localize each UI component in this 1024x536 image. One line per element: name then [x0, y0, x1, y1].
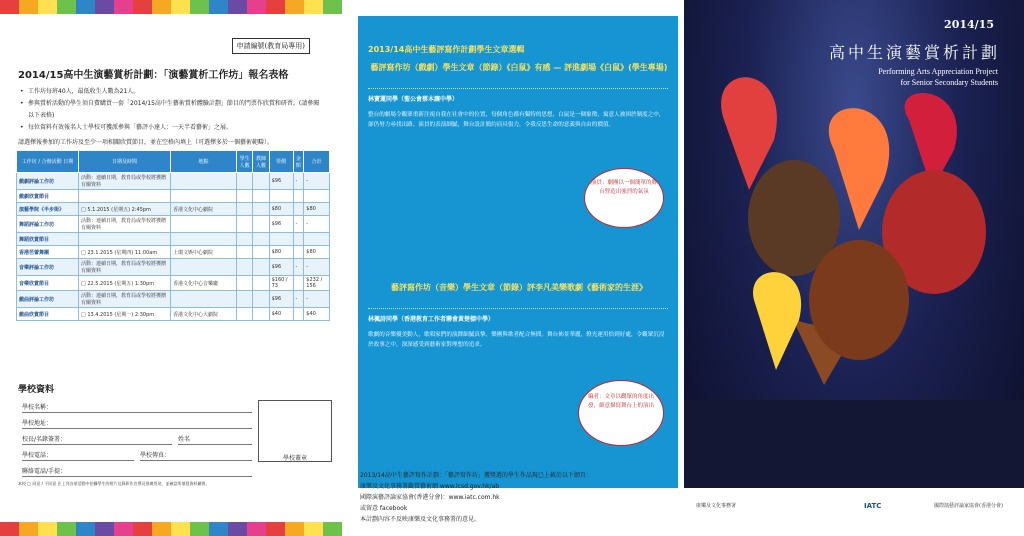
iatc-hk-logo: 國際演藝評論家協會(香港分會)	[934, 503, 1003, 509]
cell-blank[interactable]	[253, 190, 269, 203]
cell-blank[interactable]	[253, 216, 269, 233]
cell-blank[interactable]	[237, 173, 253, 190]
cell-price: $96	[269, 291, 293, 308]
cell-blank[interactable]	[237, 246, 253, 259]
divider	[368, 88, 668, 89]
table-row	[17, 173, 330, 190]
cell-date: □ 5.1.2015 (星期五) 2:45pm	[79, 203, 171, 216]
cell-blank[interactable]	[253, 259, 269, 276]
cell-blank[interactable]	[253, 246, 269, 259]
cell-date: □ 13.4.2015 (星期一) 2:30pm	[79, 308, 171, 321]
table-header: 合計	[304, 151, 330, 173]
color-stripe-top	[0, 0, 342, 14]
drama-article-body: 整台的劇場令觀眾重新注視自我在社會中的位置，每個角色都有獨特的思想，白鼠是一個象徵，寓意人被困於制度之中，卻仍努力尋找出路。演員的表演細膩，舞台設計簡約而具張力，令我反思生命的意義與自由的價值。	[368, 112, 665, 128]
school-phone-field[interactable]: 學校電話：	[22, 450, 134, 461]
table-row	[17, 233, 330, 246]
bullet-item: • 參與賞析活動的學生須自費購買一套「2014/15高中生藝術賞析體驗計劃」節目的門票作欣賞和研習。(請參閱以下表格)	[20, 98, 325, 122]
cell-price: $96	[269, 173, 293, 190]
cover-title-en-line: Performing Arts Appreciation Project	[878, 67, 998, 76]
table-header-row	[17, 151, 330, 173]
cover-title-en	[878, 66, 998, 88]
cell-blank[interactable]	[237, 291, 253, 308]
table-row	[17, 308, 330, 321]
footer-link-lcsd[interactable]: 康樂及文化事務署觀賞藝術網 www.lcsd.gov.hk/ab	[360, 483, 500, 490]
table-header: 日期及時間	[79, 151, 171, 173]
cell-qty: -	[293, 216, 304, 233]
bullet-item: • 每位資料有效報名人士學校可獲派參與「藝評小達人：一天半看藝術」之展。	[20, 122, 325, 134]
cell-qty	[293, 246, 304, 259]
school-info-heading: 學校資料	[18, 385, 55, 395]
cell-qty: -	[293, 291, 304, 308]
heart-shape	[753, 272, 801, 370]
cell-price: $96	[269, 259, 293, 276]
contact-phone-field[interactable]: 聯絡電話/手提：	[22, 466, 252, 477]
cell-label: 戲劇評論工作坊	[17, 173, 79, 190]
school-name-field[interactable]: 學校名稱：	[22, 402, 252, 413]
cell-date: 活動：連續日期，教育局或學校將獲贈有關資料	[79, 291, 171, 308]
footer-facebook[interactable]: 或留意 facebook	[360, 505, 408, 512]
color-stripe-bottom	[0, 522, 342, 536]
cell-date	[79, 190, 171, 203]
table-header: 票價	[269, 151, 293, 173]
cell-label: 舞蹈評論工作坊	[17, 216, 79, 233]
cell-price: $96	[269, 216, 293, 233]
cell-venue	[171, 233, 237, 246]
music-article-author: 林楓詩同學（香港教育工作者聯會黃楚標中學）	[368, 316, 495, 323]
cell-blank[interactable]	[253, 233, 269, 246]
cell-blank[interactable]	[253, 173, 269, 190]
cell-venue: 上環文娛中心劇院	[171, 246, 237, 259]
table-row	[17, 276, 330, 291]
table-row	[17, 190, 330, 203]
cell-total: $40	[304, 308, 330, 321]
cover-title-zh: 高中生演藝賞析計劃	[828, 43, 1000, 62]
cell-venue	[171, 190, 237, 203]
cell-venue	[171, 259, 237, 276]
cell-blank[interactable]	[253, 291, 269, 308]
footer-line: 2013/14高中生藝評寫作計劃：「藝評寫作坊」獲獎選的學生作品現已上載於以下網頁：	[360, 472, 592, 479]
cell-venue: 香港文化中心大劇院	[171, 308, 237, 321]
cell-blank[interactable]	[237, 190, 253, 203]
cell-price	[269, 233, 293, 246]
cell-blank[interactable]	[237, 308, 253, 321]
cell-price: $80	[269, 246, 293, 259]
table-header: 工作坊 / 合辦活動 日期	[17, 151, 79, 173]
cell-total	[304, 233, 330, 246]
cell-venue: 香港文化中心劇院	[171, 203, 237, 216]
cell-blank[interactable]	[237, 216, 253, 233]
cell-label: 音樂欣賞節目	[17, 276, 79, 291]
cell-total: -	[304, 173, 330, 190]
footer-link-iatc[interactable]: 國際演藝評論家協會(香港分會)：www.iatc.com.hk	[360, 494, 500, 501]
cell-venue: 香港文化中心音樂廳	[171, 276, 237, 291]
cell-price: $80	[269, 203, 293, 216]
table-header: 金額	[293, 151, 304, 173]
opera-photo	[809, 240, 909, 360]
articles-title: 2013/14高中生藝評寫作計劃學生文章選輯	[368, 45, 525, 54]
articles-footer	[360, 470, 680, 525]
name-field[interactable]: 姓名	[178, 434, 252, 445]
table-row	[17, 259, 330, 276]
cell-label: 演藝學院《半步街》	[17, 203, 79, 216]
cell-price: $40	[269, 308, 293, 321]
editor-comment-bubble: 演員：劇團以一個簡單的舞台營造出強烈的氣氛	[584, 168, 664, 228]
cell-total: -	[304, 216, 330, 233]
cell-qty	[293, 203, 304, 216]
cell-date: 活動：連續日期，教育局或學校將獲贈有關資料	[79, 259, 171, 276]
form-title: 2014/15高中生演藝賞析計劃：「演藝賞析工作坊」報名表格	[18, 70, 289, 81]
cell-total: $232 / 156	[304, 276, 330, 291]
cell-venue	[171, 291, 237, 308]
form-instruction: 請選擇報參加的工作坊及至少一項相關欣賞節目，並在空格內填上（可選擇多於一個藝術範疇）。	[18, 139, 274, 146]
cell-total: $80	[304, 203, 330, 216]
cell-blank[interactable]	[237, 203, 253, 216]
form-footnote: 本校 □ 同意 / 不同意 在上列各項活動中拍攝學生的照片及錄影作宣傳及推廣用途，並確認所填寫資料屬實。	[18, 481, 210, 486]
cell-total	[304, 190, 330, 203]
cell-price: $160 / 73	[269, 276, 293, 291]
principal-signature-field[interactable]: 校長/名錄簽署：	[22, 434, 172, 445]
music-article-body: 歌劇的音樂優美動人，歌唱家們的演繹細膩真摯，樂團與歌者配合無間。舞台佈景華麗，燈光運用恰到好處，令觀眾沉浸於故事之中，深深感受到藝術家對理想的追求。	[368, 332, 665, 348]
cell-blank[interactable]	[237, 276, 253, 291]
cell-date: □ 23.1.2015 (星期四) 11:00am	[79, 246, 171, 259]
cover-title-en-line: for Senior Secondary Students	[900, 78, 998, 87]
cell-qty: -	[293, 259, 304, 276]
cell-blank[interactable]	[253, 203, 269, 216]
cell-date	[79, 233, 171, 246]
lcsd-logo: 康樂及文化事務署	[696, 503, 737, 509]
table-row	[17, 246, 330, 259]
cell-label: 戲曲欣賞節目	[17, 308, 79, 321]
school-seal-box: 學校蓋章	[258, 400, 332, 462]
footer-disclaimer: 本計劃內容不反映康樂及文化事務署的意見。	[360, 516, 481, 523]
table-row	[17, 291, 330, 308]
audience-silhouette	[684, 400, 1024, 490]
cell-date: 活動：連續日期，教育局或學校將獲贈有關資料	[79, 173, 171, 190]
table-header: 教師人數	[253, 151, 269, 173]
cover-panel	[684, 0, 1024, 536]
cell-price	[269, 190, 293, 203]
cell-date: 活動：連續日期，教育局或學校將獲贈有關資料	[79, 216, 171, 233]
cell-label: 音樂評論工作坊	[17, 259, 79, 276]
cell-label: 戲曲評論工作坊	[17, 291, 79, 308]
cell-venue	[171, 216, 237, 233]
cell-label: 香港芭蕾舞團	[17, 246, 79, 259]
music-article-title: 藝評寫作坊（音樂）學生文章（節錄）評李凡美樂歌劇《藝術家的生涯》	[391, 283, 647, 292]
student-articles-panel	[342, 0, 684, 536]
logo-bar	[684, 488, 1024, 536]
cover-year: 2014/15	[944, 18, 994, 31]
cell-qty	[293, 308, 304, 321]
cell-venue	[171, 173, 237, 190]
table-row	[17, 216, 330, 233]
registration-form-panel	[0, 0, 342, 536]
table-header: 學生人數	[237, 151, 253, 173]
drama-article-title: 藝評寫作坊（戲劇）學生文章（節錄）《白鼠》有感 — 評進劇場《白鼠》(學生專場)	[370, 63, 668, 72]
cell-total: -	[304, 259, 330, 276]
cell-blank[interactable]	[237, 259, 253, 276]
cell-qty	[293, 233, 304, 246]
application-number-box: 申請編號(教育局專用)	[232, 38, 310, 54]
cell-total: -	[304, 291, 330, 308]
cell-qty	[293, 190, 304, 203]
divider	[368, 308, 668, 309]
table-header: 地點	[171, 151, 237, 173]
form-bullets	[20, 86, 325, 134]
editor-comment-bubble: 編者：文章以觀眾的角度出發，細意描寫舞台上的演出	[578, 380, 664, 446]
cell-blank[interactable]	[253, 308, 269, 321]
school-fax-field[interactable]: 學校傳真：	[140, 450, 252, 461]
bullet-item: • 工作坊每班40人，最低收生人數為21人。	[20, 86, 325, 98]
cell-qty	[293, 276, 304, 291]
cell-label: 戲劇欣賞節目	[17, 190, 79, 203]
cell-date: □ 22.5.2015 (星期五) 1:30pm	[79, 276, 171, 291]
iatc-logo: IATC	[864, 502, 882, 510]
cell-blank[interactable]	[253, 276, 269, 291]
cell-total: $80	[304, 246, 330, 259]
cell-qty: -	[293, 173, 304, 190]
table-row	[17, 203, 330, 216]
registration-table	[16, 150, 330, 321]
school-address-field[interactable]: 學校地址：	[22, 418, 252, 429]
cell-label: 舞蹈欣賞節目	[17, 233, 79, 246]
drama-article-author: 林寶蓮同學（聖公會蔡本讓中學）	[368, 96, 459, 103]
cell-blank[interactable]	[237, 233, 253, 246]
